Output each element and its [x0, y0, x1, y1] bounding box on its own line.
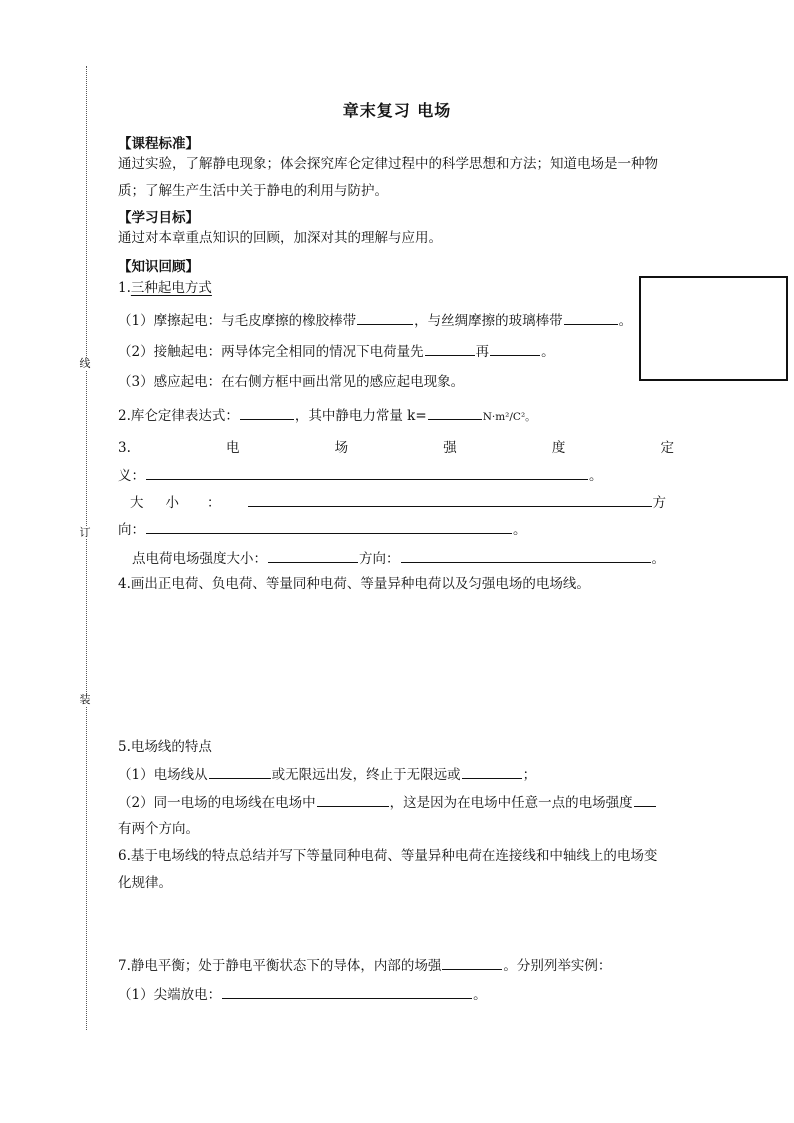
- q6-line2: 化规律。: [118, 875, 172, 891]
- q3-definition-end: 。: [589, 468, 603, 484]
- q3-char: 定: [660, 440, 674, 456]
- q5-item1: [118, 764, 536, 785]
- q3-row2: [118, 465, 603, 486]
- q3-definition-blank[interactable]: [146, 465, 588, 480]
- q2-text-a: 2.库仑定律表达式：: [118, 408, 239, 424]
- q1-item1: [118, 310, 632, 331]
- q1-item2-text-a: （2）接触起电：两导体完全相同的情况下电荷量先: [118, 344, 424, 360]
- q3-size-blank[interactable]: [248, 492, 652, 507]
- q3-definition-label: 义：: [118, 468, 145, 484]
- q5-item2-text-b: ，这是因为在电场中任意一点的电场强度: [389, 795, 633, 811]
- q5-item2-blank1[interactable]: [317, 792, 389, 807]
- induction-drawing-box[interactable]: [639, 276, 788, 381]
- q1-item1-end: 。: [618, 313, 633, 329]
- q7-item1: [118, 984, 487, 1005]
- learning-goal-line1: 通过对本章重点知识的回顾，加深对其的理解与应用。: [118, 230, 442, 246]
- q7-item1-end: 。: [473, 987, 487, 1003]
- q1-item2: [118, 341, 555, 362]
- q3-point-size-blank[interactable]: [268, 548, 358, 563]
- q1-item2-blank2[interactable]: [490, 341, 540, 356]
- q2-text-b: ，其中静电力常量 k=: [294, 408, 427, 424]
- q7-item1-label: （1）尖端放电：: [118, 987, 222, 1003]
- q1-item2-end: 。: [541, 344, 555, 360]
- q1-item1-blank2[interactable]: [564, 310, 618, 325]
- q7-text-b: 。分别列举实例：: [503, 958, 612, 974]
- q3-direction-start: 方: [652, 495, 666, 511]
- binding-label-staple: 订: [77, 527, 93, 539]
- q1-number: 1.: [118, 280, 131, 296]
- learning-goal-heading: 【学习目标】: [118, 210, 199, 226]
- q1-title-row: [118, 278, 212, 298]
- page-title: 章末复习 电场: [342, 101, 452, 120]
- q1-item1-text-b: ，与丝绸摩擦的玻璃棒带: [414, 313, 563, 329]
- q5-item2-continued: 有两个方向。: [118, 821, 199, 837]
- q3-point-end: 。: [651, 551, 665, 567]
- q2-blank-expression[interactable]: [240, 405, 294, 420]
- q5-item1-text-b: 或无限远出发，终止于无限远或: [271, 767, 461, 783]
- q3-size-row: [130, 492, 674, 513]
- course-standard-heading: 【课程标准】: [118, 136, 199, 152]
- q2-row: [118, 405, 536, 427]
- q1-item2-blank1[interactable]: [425, 341, 475, 356]
- q3-direction-blank[interactable]: [146, 519, 512, 534]
- q3-char: 度: [551, 440, 566, 456]
- q5-item1-blank2[interactable]: [462, 764, 522, 779]
- q3-direction-end: 。: [513, 522, 527, 538]
- q3-point-direction-blank[interactable]: [401, 548, 651, 563]
- q1-item2-text-b: 再: [475, 344, 490, 360]
- q1-item1-blank1[interactable]: [357, 310, 413, 325]
- q7-blank[interactable]: [442, 955, 502, 970]
- binding-label-line: 线: [77, 358, 93, 370]
- q6-line1: 6.基于电场线的特点总结并写下等量同种电荷、等量异种电荷在连接线和中轴线上的电场变: [118, 848, 658, 864]
- q3-size-char: 大: [130, 495, 144, 511]
- q1-title: 三种起电方式: [130, 280, 212, 296]
- q5-title: 5.电场线的特点: [118, 739, 212, 755]
- q5-item1-blank1[interactable]: [209, 764, 271, 779]
- q1-item3: （3）感应起电：在右侧方框中画出常见的感应起电现象。: [118, 374, 465, 390]
- q7-text-a: 7.静电平衡；处于静电平衡状态下的导体，内部的场强: [118, 958, 442, 974]
- q3-direction-row: [118, 519, 527, 540]
- q3-char: 3.: [118, 440, 131, 456]
- q5-item2: [118, 792, 657, 813]
- q4-text: 4.画出正电荷、负电荷、等量同种电荷、等量异种电荷以及匀强电场的电场线。: [118, 576, 590, 592]
- q3-direction-label: 向：: [118, 522, 145, 538]
- course-standard-line2: 质；了解生产生活中关于静电的利用与防护。: [118, 183, 388, 199]
- q3-point-direction-label: 方向：: [359, 551, 400, 567]
- q5-item1-end: ；: [522, 767, 537, 783]
- binding-dotted-line: [86, 66, 87, 1030]
- q3-point-charge-row: [132, 548, 665, 569]
- q2-unit: N·m²/C²。: [482, 411, 536, 423]
- q3-char: 电: [226, 440, 240, 456]
- q3-row1: [118, 438, 674, 458]
- q3-size-char: ：: [207, 495, 221, 511]
- q3-point-size-label: 点电荷电场强度大小：: [132, 551, 267, 567]
- binding-label-bind: 装: [77, 694, 93, 706]
- q2-blank-k[interactable]: [428, 405, 482, 420]
- q3-char: 场: [334, 440, 349, 456]
- q7-row: [118, 955, 611, 976]
- q5-item2-blank2[interactable]: [634, 792, 656, 807]
- q5-item2-text-a: （2）同一电场的电场线在电场中: [118, 795, 316, 811]
- knowledge-review-heading: 【知识回顾】: [118, 259, 199, 275]
- q7-item1-blank[interactable]: [222, 984, 472, 999]
- q1-item1-text-a: （1）摩擦起电：与毛皮摩擦的橡胶棒带: [118, 313, 357, 329]
- course-standard-line1: 通过实验，了解静电现象；体会探究库仑定律过程中的科学思想和方法；知道电场是一种物: [118, 156, 658, 172]
- q3-size-char: 小: [165, 495, 179, 511]
- q5-item1-text-a: （1）电场线从: [118, 767, 208, 783]
- q3-char: 强: [443, 440, 457, 456]
